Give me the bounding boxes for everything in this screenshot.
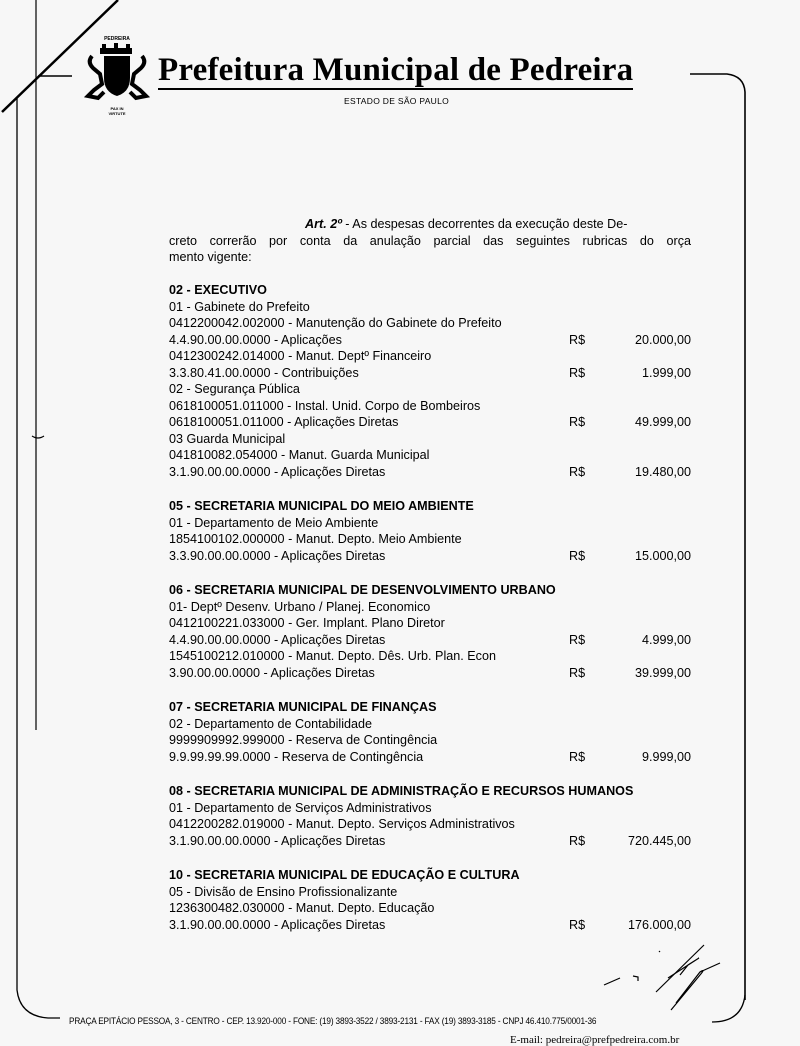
row-amount: 176.000,00: [627, 917, 691, 932]
budget-section: [169, 498, 691, 564]
row-text: 3.3.80.41.00.0000 - Contribuições: [169, 365, 359, 380]
letterhead-subtitle: ESTADO DE SÃO PAULO: [344, 96, 450, 106]
row-currency: [569, 299, 611, 316]
budget-row: [169, 315, 691, 332]
row-text: 02 - Departamento de Contabilidade: [169, 716, 373, 731]
budget-row: [169, 464, 691, 481]
row-amount: 720.445,00: [627, 833, 691, 848]
budget-row: [169, 615, 691, 632]
article-paragraph: [169, 216, 691, 266]
budget-row: [169, 348, 691, 365]
row-currency: R$: [569, 632, 586, 647]
bottom-right-border: [712, 995, 745, 1022]
row-text: 041810082.054000 - Manut. Guarda Municipal: [169, 448, 430, 462]
row-currency: [569, 315, 611, 332]
article-number: Art. 2º: [305, 217, 342, 231]
row-text: 0618100051.011000 - Instal. Unid. Corpo de Bombeiros: [169, 398, 481, 413]
row-currency: [569, 732, 611, 749]
row-text: 01 - Departamento de Meio Ambiente: [169, 515, 379, 530]
row-text: 3.1.90.00.00.0000 - Aplicações Diretas: [169, 464, 386, 479]
row-amount: [611, 900, 691, 917]
row-text: 1545100212.010000 - Manut. Depto. Dês. Urb. Plan. Econ: [169, 649, 496, 663]
article-line-3: mento vigente:: [169, 250, 252, 264]
article-line-1-text: - As despesas decorrentes da execução deste De-: [341, 217, 628, 231]
row-currency: [569, 816, 611, 833]
row-text: 0412300242.014000 - Manut. Deptº Financeiro: [169, 349, 432, 363]
budget-row: [169, 414, 691, 431]
row-text: 01- Deptº Desenv. Urbano / Planej. Economico: [169, 599, 431, 614]
row-amount: [611, 515, 691, 532]
row-currency: [569, 716, 611, 733]
row-amount: [611, 381, 691, 398]
row-currency: R$: [569, 749, 586, 764]
row-currency: [569, 599, 611, 616]
article-line-1: [169, 216, 691, 233]
left-border: [17, 98, 60, 1018]
coat-of-arms: [84, 36, 150, 118]
row-amount: 4.999,00: [641, 632, 691, 647]
row-currency: R$: [569, 833, 586, 848]
budget-row: [169, 398, 691, 415]
row-amount: [611, 348, 691, 365]
budget-row: [169, 599, 691, 616]
footer-email: E-mail: pedreira@prefpedreira.com.br: [510, 1034, 680, 1046]
row-amount: [611, 447, 691, 464]
budget-row: [169, 515, 691, 532]
budget-section: [169, 282, 691, 480]
budget-row: [169, 665, 691, 682]
row-amount: [611, 648, 691, 665]
row-currency: [569, 381, 611, 398]
budget-row: [169, 381, 691, 398]
budget-row: [169, 447, 691, 464]
row-amount: [611, 398, 691, 415]
row-amount: [611, 299, 691, 316]
row-text: 03 Guarda Municipal: [169, 431, 286, 446]
section-heading: 02 - EXECUTIVO: [169, 283, 267, 297]
budget-row: [169, 299, 691, 316]
row-text: 4.4.90.00.00.0000 - Aplicações Diretas: [169, 632, 386, 647]
row-currency: [569, 884, 611, 901]
row-text: 1236300482.030000 - Manut. Depto. Educação: [169, 901, 435, 915]
budget-row: [169, 749, 691, 766]
row-currency: R$: [569, 548, 586, 563]
budget-row: [169, 917, 691, 934]
crest-icon: [84, 40, 150, 104]
row-text: 3.90.00.00.0000 - Aplicações Diretas: [169, 665, 375, 680]
row-currency: [569, 515, 611, 532]
row-text: 9999909992.999000 - Reserva de Contingência: [169, 733, 438, 747]
row-amount: [611, 615, 691, 632]
row-currency: R$: [569, 665, 586, 680]
row-amount: 15.000,00: [634, 548, 691, 563]
row-currency: [569, 900, 611, 917]
row-text: 02 - Segurança Pública: [169, 382, 300, 396]
budget-row: [169, 332, 691, 349]
row-amount: [611, 884, 691, 901]
row-amount: [611, 816, 691, 833]
row-currency: R$: [569, 332, 586, 347]
row-text: 3.1.90.00.00.0000 - Aplicações Diretas: [169, 917, 386, 932]
row-amount: [611, 800, 691, 817]
budget-section: [169, 783, 691, 849]
row-currency: [569, 398, 611, 415]
row-text: 0412100221.033000 - Ger. Implant. Plano Diretor: [169, 616, 445, 630]
crest-motto-2: VIRTUTE: [108, 111, 126, 116]
row-currency: R$: [569, 365, 586, 380]
row-currency: [569, 431, 611, 448]
budget-section: [169, 582, 691, 681]
row-text: 0412200042.002000 - Manutenção do Gabinete do Prefeito: [169, 316, 502, 330]
budget-row: [169, 884, 691, 901]
row-currency: R$: [569, 917, 586, 932]
budget-row: [169, 648, 691, 665]
row-amount: 39.999,00: [634, 665, 691, 680]
budget-row: [169, 365, 691, 382]
row-amount: 9.999,00: [641, 749, 691, 764]
crest-motto-1: PAX IN: [110, 106, 124, 111]
row-text: 3.3.90.00.00.0000 - Aplicações Diretas: [169, 548, 386, 563]
budget-row: [169, 548, 691, 565]
budget-row: [169, 716, 691, 733]
row-currency: [569, 531, 611, 548]
row-text: 1854100102.000000 - Manut. Depto. Meio Ambiente: [169, 532, 462, 546]
budget-row: [169, 900, 691, 917]
letterhead-title: Prefeitura Municipal de Pedreira: [158, 52, 634, 88]
row-text: 0618100051.011000 - Aplicações Diretas: [169, 415, 399, 429]
row-amount: 1.999,00: [641, 365, 691, 380]
row-amount: [611, 431, 691, 448]
row-text: 3.1.90.00.00.0000 - Aplicações Diretas: [169, 833, 386, 848]
footer-address: PRAÇA EPITÁCIO PESSOA, 3 - CENTRO - CEP. 13.920-000 - FONE: (19) 3893-3522 / 3893-2131 - FAX (19) 3893-3185 - CNPJ 46.410.775/0001-36: [69, 1016, 597, 1027]
row-text: 9.9.99.99.99.0000 - Reserva de Contingência: [169, 749, 424, 764]
section-heading: 06 - SECRETARIA MUNICIPAL DE DESENVOLVIMENTO URBANO: [169, 583, 556, 597]
row-currency: [569, 348, 611, 365]
row-text: 01 - Departamento de Serviços Administrativos: [169, 800, 432, 815]
row-text: 4.4.90.00.00.0000 - Aplicações: [169, 332, 342, 347]
row-amount: [611, 716, 691, 733]
margin-mark: [32, 436, 44, 438]
row-amount: [611, 732, 691, 749]
row-amount: 49.999,00: [634, 415, 691, 429]
budget-list: [169, 282, 691, 951]
right-border: [690, 74, 745, 1000]
section-heading: 08 - SECRETARIA MUNICIPAL DE ADMINISTRAÇÃO E RECURSOS HUMANOS: [169, 784, 634, 798]
budget-row: [169, 833, 691, 850]
row-currency: R$: [569, 464, 586, 479]
row-amount: [611, 599, 691, 616]
budget-row: [169, 800, 691, 817]
budget-row: [169, 816, 691, 833]
row-currency: R$: [569, 415, 586, 429]
section-heading: 05 - SECRETARIA MUNICIPAL DO MEIO AMBIENTE: [169, 499, 474, 513]
section-heading: 10 - SECRETARIA MUNICIPAL DE EDUCAÇÃO E CULTURA: [169, 868, 520, 882]
row-currency: [569, 615, 611, 632]
row-amount: [611, 531, 691, 548]
row-amount: 20.000,00: [634, 332, 691, 347]
crest-top-text: PEDREIRA: [104, 36, 130, 42]
row-currency: [569, 447, 611, 464]
row-amount: [611, 315, 691, 332]
budget-section: [169, 867, 691, 933]
budget-row: [169, 732, 691, 749]
row-text: 0412200282.019000 - Manut. Depto. Serviços Administrativos: [169, 817, 515, 831]
budget-section: [169, 699, 691, 765]
signature: [604, 945, 720, 1010]
article-line-2: creto correrão por conta da anulação parcial das seguintes rubricas do orça: [169, 233, 691, 248]
row-amount: 19.480,00: [634, 464, 691, 479]
row-currency: [569, 800, 611, 817]
section-heading: 07 - SECRETARIA MUNICIPAL DE FINANÇAS: [169, 700, 437, 714]
row-text: 01 - Gabinete do Prefeito: [169, 299, 310, 314]
row-currency: [569, 648, 611, 665]
budget-row: [169, 431, 691, 448]
row-text: 05 - Divisão de Ensino Profissionalizante: [169, 884, 398, 899]
budget-row: [169, 632, 691, 649]
budget-row: [169, 531, 691, 548]
